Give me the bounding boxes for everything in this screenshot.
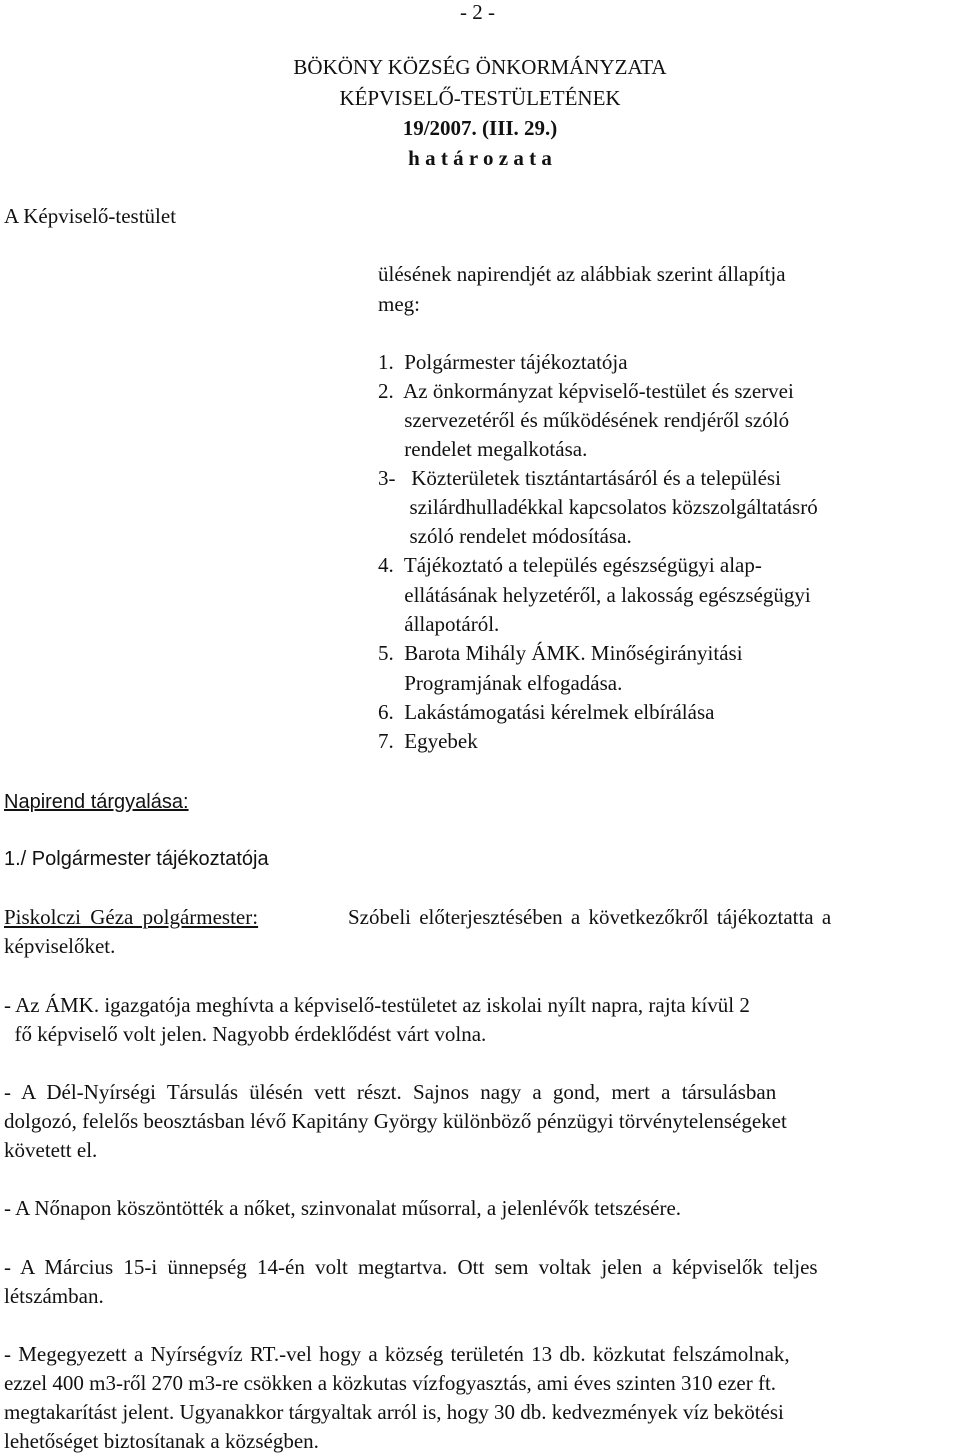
header-resolution-word: h a t á r o z a t a: [408, 146, 552, 170]
paragraph-line: - Megegyezett a Nyírségvíz RT.-vel hogy a község területén 13 db. közkutat felszámolnak,: [4, 1342, 790, 1366]
item-heading: 1./ Polgármester tájékoztatója: [4, 848, 269, 870]
paragraph-line: követett el.: [4, 1138, 98, 1162]
paragraph-line: - A Nőnapon köszöntötték a nőket, szinvonalat műsorral, a jelenlévők tetszésére.: [4, 1196, 682, 1220]
header-municipality: BÖKÖNY KÖZSÉG ÖNKORMÁNYZATA: [293, 55, 667, 79]
paragraph-line: létszámban.: [4, 1284, 104, 1308]
paragraph-line: fő képviselő volt jelen. Nagyobb érdeklődést várt volna.: [4, 1022, 487, 1046]
agenda-line: 5. Barota Mihály ÁMK. Minőségirányitási: [378, 641, 743, 665]
agenda-line: 1. Polgármester tájékoztatója: [378, 350, 628, 374]
intro-line-2: meg:: [378, 292, 420, 316]
speaker-name: Piskolczi Géza polgármester:: [4, 905, 259, 929]
header-resolution-number: 19/2007. (III. 29.): [402, 116, 558, 140]
napirend-heading: Napirend tárgyalása:: [4, 791, 189, 813]
paragraph-line: ezzel 400 m3-ről 270 m3-re csökken a közkutas vízfogyasztás, ami éves szinten 310 ezer ft.: [4, 1371, 777, 1395]
paragraph-line: megtakarítást jelent. Ugyanakkor tárgyaltak arról is, hogy 30 db. kedvezmények víz bekötési: [4, 1400, 784, 1424]
agenda-line: 6. Lakástámogatási kérelmek elbírálása: [378, 700, 715, 724]
paragraph-line: - A Március 15-i ünnepség 14-én volt megtartva. Ott sem voltak jelen a képviselők teljes: [4, 1255, 818, 1279]
agenda-line: állapotáról.: [378, 612, 500, 636]
agenda-line: 7. Egyebek: [378, 729, 478, 753]
paragraph-line: lehetőséget biztosítanak a községben.: [4, 1429, 319, 1453]
agenda-line: Programjának elfogadása.: [378, 671, 623, 695]
agenda-line: 3- Közterületek tisztántartásáról és a települési: [378, 466, 781, 490]
page-number: - 2 -: [460, 0, 495, 24]
agenda-line: rendelet megalkotása.: [378, 437, 588, 461]
paragraph-line: - A Dél-Nyírségi Társulás ülésén vett részt. Sajnos nagy a gond, mert a társulásban: [4, 1080, 777, 1104]
subject-label: A Képviselő-testület: [4, 204, 177, 228]
paragraph-line: - Az ÁMK. igazgatója meghívta a képviselő-testületet az iskolai nyílt napra, rajta kívül 2: [4, 993, 750, 1017]
agenda-line: szóló rendelet módosítása.: [378, 524, 632, 548]
header-body: KÉPVISELŐ-TESTÜLETÉNEK: [339, 86, 621, 110]
speaker-text: Szóbeli előterjesztésében a következőkről tájékoztatta a: [348, 905, 832, 929]
agenda-line: szilárdhulladékkal kapcsolatos közszolgáltatásró: [378, 495, 818, 519]
intro-line-1: ülésének napirendjét az alábbiak szerint állapítja: [378, 262, 786, 286]
agenda-line: 2. Az önkormányzat képviselő-testület és szervei: [378, 379, 794, 403]
agenda-line: 4. Tájékoztató a település egészségügyi alap-: [378, 553, 762, 577]
paragraph-line: dolgozó, felelős beosztásban lévő Kapitány György különböző pénzügyi törvénytelenségeket: [4, 1109, 787, 1133]
agenda-line: szervezetéről és működésének rendjéről szóló: [378, 408, 790, 432]
speaker-text-cont: képviselőket.: [4, 934, 116, 958]
agenda-line: ellátásának helyzetéről, a lakosság egészségügyi: [378, 583, 811, 607]
